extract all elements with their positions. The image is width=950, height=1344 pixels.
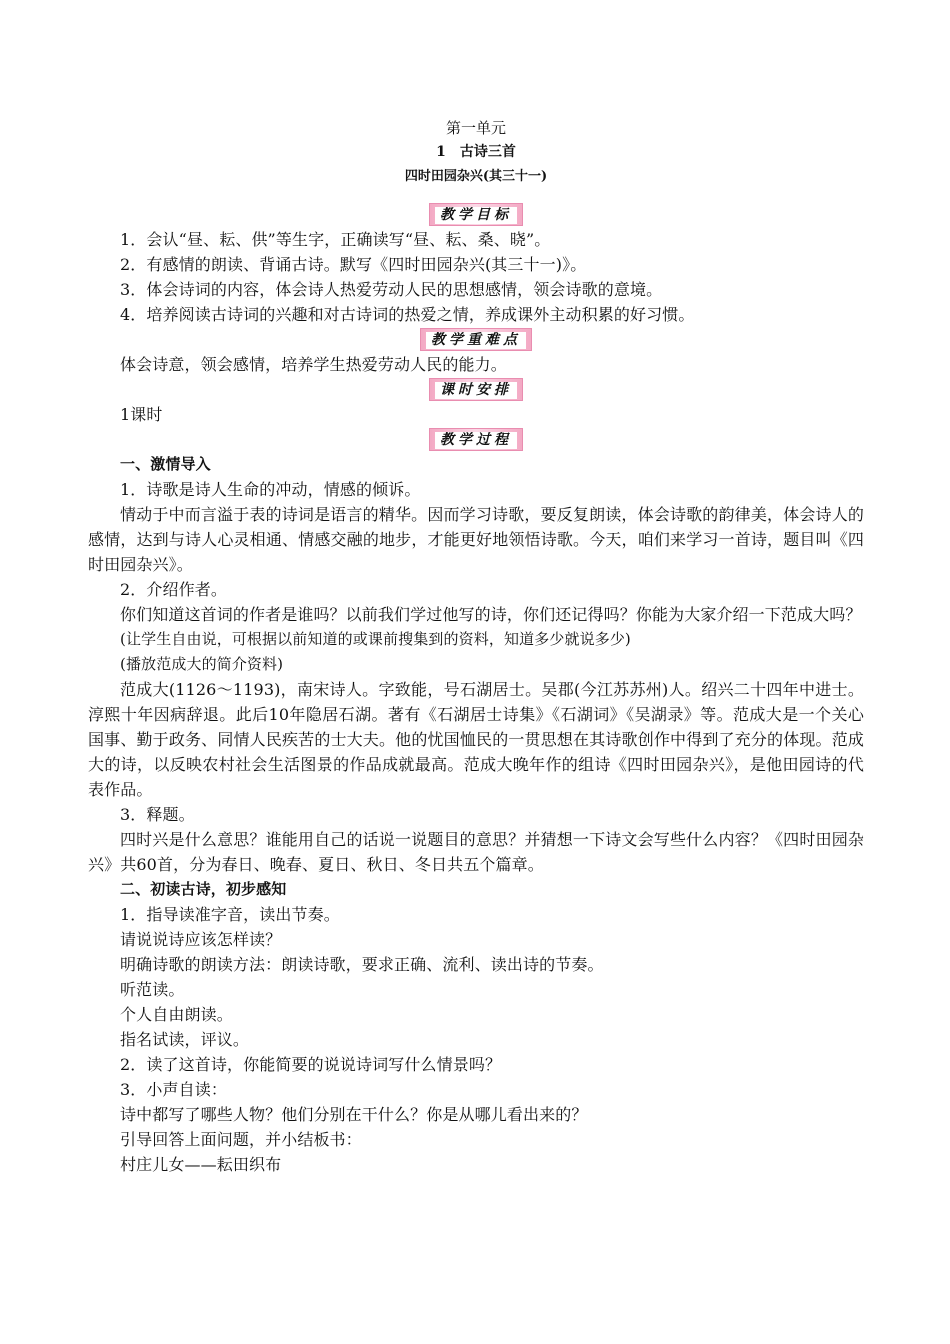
goal-item: 4．培养阅读古诗词的兴趣和对古诗词的热爱之情，养成课外主动积累的好习惯。 bbox=[120, 305, 695, 324]
paragraph: 2．介绍作者。 bbox=[120, 580, 228, 599]
paragraph: 四时兴是什么意思？谁能用自己的话说一说题目的意思？并猜想一下诗文会写些什么内容？《四时田园杂兴》共60首，分为春日、晚春、夏日、秋日、冬日共五个篇章。 bbox=[88, 830, 864, 874]
paragraph: 情动于中而言溢于表的诗词是语言的精华。因而学习诗歌，要反复朗读，体会诗歌的韵律美，体会诗人的感情，达到与诗人心灵相通、情感交融的地步，才能更好地领悟诗歌。今天，咱们来学习一首诗，题目叫《四时田园杂兴》。 bbox=[88, 505, 864, 574]
banner-label: 教学重难点 bbox=[426, 332, 526, 349]
paragraph: 村庄儿女——耘田织布 bbox=[120, 1155, 282, 1174]
paragraph: 1．指导读准字音，读出节奏。 bbox=[120, 905, 340, 924]
goal-item: 2．有感情的朗读、背诵古诗。默写《四时田园杂兴(其三十一)》。 bbox=[120, 255, 587, 274]
banner-schedule bbox=[429, 378, 523, 401]
paragraph: 3．小声自读： bbox=[120, 1080, 228, 1099]
banner-goals bbox=[429, 203, 523, 226]
paragraph: 请说说诗应该怎样读？ bbox=[120, 930, 282, 949]
banner-key-points bbox=[420, 328, 532, 351]
paragraph: 你们知道这首词的作者是谁吗？以前我们学过他写的诗，你们还记得吗？你能为大家介绍一下范成大吗？ bbox=[120, 605, 862, 624]
banner-label: 教学过程 bbox=[435, 432, 517, 449]
document-page bbox=[88, 116, 864, 1177]
schedule-text: 1课时 bbox=[120, 405, 163, 424]
paragraph: 明确诗歌的朗读方法：朗读诗歌，要求正确、流利、读出诗的节奏。 bbox=[120, 955, 604, 974]
paragraph: 2．读了这首诗，你能简要的说说诗词写什么情景吗？ bbox=[120, 1055, 502, 1074]
key-points-text: 体会诗意，领会感情，培养学生热爱劳动人民的能力。 bbox=[120, 355, 507, 374]
paragraph: 3．释题。 bbox=[120, 805, 195, 824]
paragraph: 听范读。 bbox=[120, 980, 185, 999]
banner-label: 课时安排 bbox=[435, 382, 517, 399]
paragraph: 引导回答上面问题，并小结板书： bbox=[120, 1130, 362, 1149]
paragraph: 范成大(1126～1193)，南宋诗人。字致能，号石湖居士。吴郡(今江苏苏州)人。绍兴二十四年中进士。淳熙十年因病辞退。此后10年隐居石湖。著有《石湖居士诗集》《石湖词》《吴湖录》等。范成大是一个关心国事、勤于政务、同情人民疾苦的士大夫。他的忧国恤民的一贯思想在其诗歌创作中得到了充分的体现。范成大的诗，以反映农村社会生活图景的作品成就最高。范成大晚年作的组诗《四时田园杂兴》，是他田园诗的代表作品。 bbox=[88, 680, 864, 799]
section-heading: 二、初读古诗，初步感知 bbox=[120, 880, 287, 898]
paragraph: 1．诗歌是诗人生命的冲动，情感的倾诉。 bbox=[120, 480, 421, 499]
goal-item: 1．会认“昼、耘、供”等生字，正确读写“昼、耘、桑、晓”。 bbox=[120, 230, 551, 249]
banner-process bbox=[429, 428, 523, 451]
paragraph: (让学生自由说，可根据以前知道的或课前搜集到的资料，知道多少就说多少) bbox=[120, 630, 631, 648]
goals-list bbox=[88, 227, 864, 327]
banner-label: 教学目标 bbox=[435, 207, 517, 224]
paragraph: (播放范成大的简介资料) bbox=[120, 655, 284, 673]
process-section bbox=[88, 452, 864, 1177]
lesson-title: 1 古诗三首 bbox=[436, 144, 516, 160]
unit-title: 第一单元 bbox=[445, 119, 506, 137]
paragraph: 指名试读，评议。 bbox=[120, 1030, 249, 1049]
poem-title: 四时田园杂兴(其三十一) bbox=[404, 169, 548, 184]
paragraph: 诗中都写了哪些人物？他们分别在干什么？你是从哪儿看出来的？ bbox=[120, 1105, 588, 1124]
paragraph: 个人自由朗读。 bbox=[120, 1005, 233, 1024]
goal-item: 3．体会诗词的内容，体会诗人热爱劳动人民的思想感情，领会诗歌的意境。 bbox=[120, 280, 663, 299]
section-heading: 一、激情导入 bbox=[120, 455, 211, 473]
